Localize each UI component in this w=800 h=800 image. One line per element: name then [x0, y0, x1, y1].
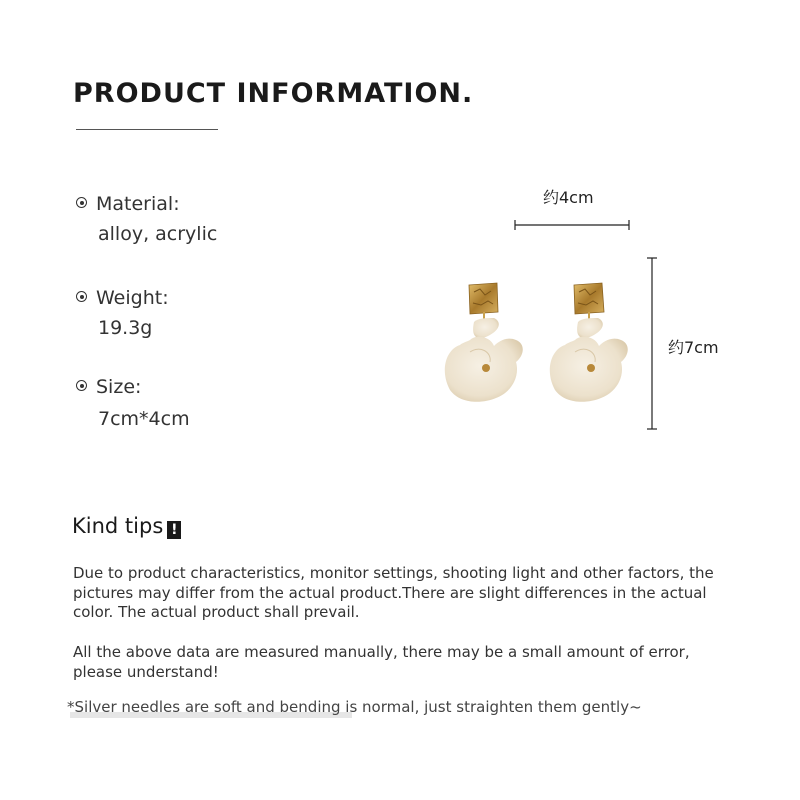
material-value: alloy, acrylic — [98, 223, 218, 245]
width-dimension-label: 约4cm — [543, 188, 594, 207]
needle-note: *Silver needles are soft and bending is normal, just straighten them gently~ — [67, 698, 642, 716]
earring-left — [445, 283, 523, 402]
page-title: PRODUCT INFORMATION. — [73, 78, 474, 109]
earring-right — [550, 283, 628, 402]
width-dimension-line — [515, 220, 629, 230]
size-value: 7cm*4cm — [98, 408, 190, 430]
tips-heading — [72, 514, 181, 539]
height-dimension-line — [647, 258, 657, 429]
weight-label: Weight: — [96, 287, 169, 309]
tips-heading-text: Kind tips — [72, 514, 164, 538]
height-dimension-label: 约7cm — [668, 338, 719, 357]
material-label: Material: — [96, 193, 180, 215]
tips-paragraph-2: All the above data are measured manually, there may be a small amount of error, please understand! — [73, 643, 690, 681]
exclamation-icon: ! — [167, 521, 181, 539]
size-label: Size: — [96, 376, 142, 398]
weight-value: 19.3g — [98, 317, 153, 339]
tips-paragraph-1: Due to product characteristics, monitor settings, shooting light and other factors, the pictures may differ from the actual product.There are slight differences in the actual color. The actual product shall prevail. — [73, 564, 714, 621]
